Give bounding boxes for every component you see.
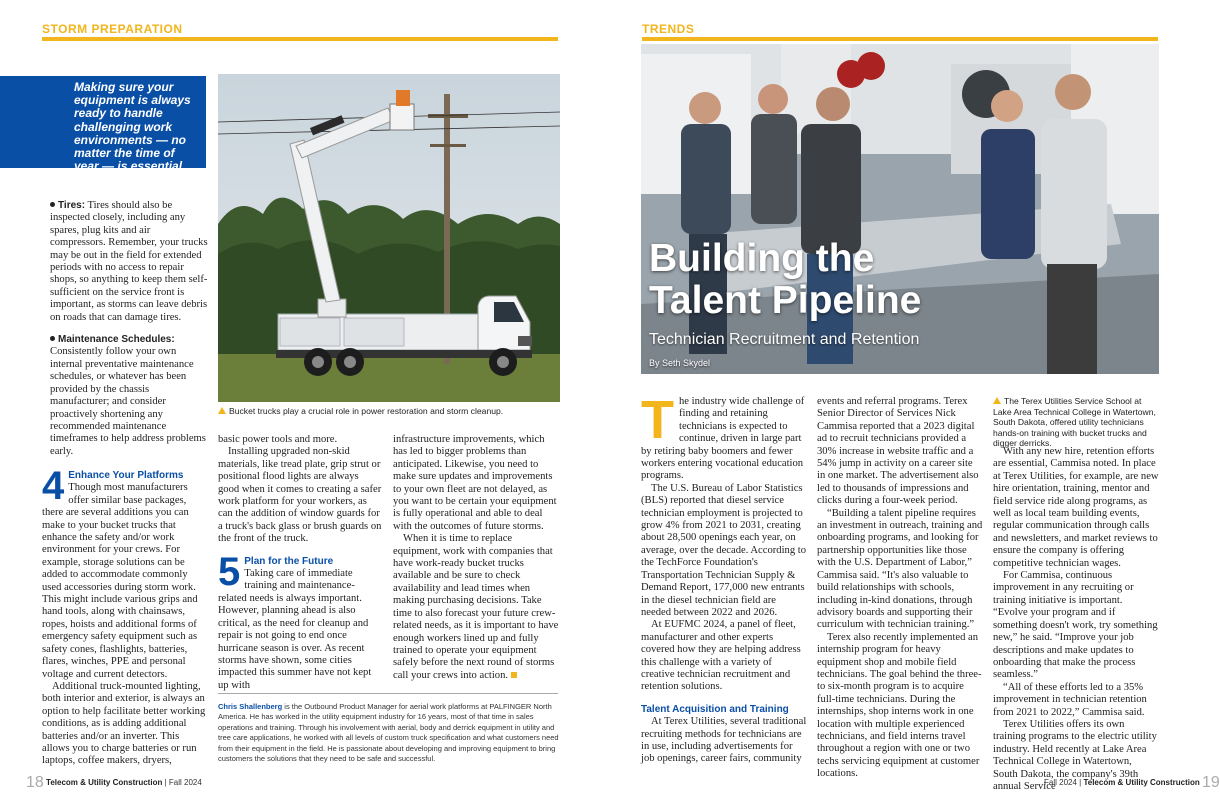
page-number-left: 18 [26, 774, 44, 791]
headline: Building the Talent Pipeline [649, 237, 922, 322]
byline: By Seth Skydel [649, 358, 711, 368]
right-column-1 [641, 390, 807, 766]
intro-paragraph: he industry wide challenge of finding and retaining technicians is expected to continue, driven in large part by retiring baby boomers and fewer workers entering vocational education programs. [641, 396, 805, 482]
right-column-3 [993, 446, 1159, 793]
bullet-dot [50, 202, 55, 207]
section-number-4: 4 [42, 464, 65, 508]
pipeline-quote-paragraph: “Building a talent pipeline requires an investment in outreach, training and onboarding programs, and looking for partnership opportunities like those with the U.S. Department of Labor,” Cammisa said. “It's also valuable to build relationships with schools, including in-kind donations, through advisory boards and supporting their curriculum with technician training.” [817, 507, 983, 631]
caption-triangle-icon [218, 407, 226, 414]
issue-right: Fall 2024 [1044, 778, 1077, 787]
section4-paragraph-1: Though most manufacturers offer similar base packages, there are several additions you can make to your bucket trucks that enhance the safety and/or work environment for your crews. For example, storage solutions can be added to accommodate commonly used accessories during storm work. This might include various grips and hand tools, along with chainsaws, ropes, hoists and additional forms of emergency safety equipment such as safety cones, flashlights, batteries, flares, winches, PPE and personal voltage and current detectors. [42, 482, 198, 680]
magazine-name-right: Telecom & Utility Construction [1083, 778, 1200, 787]
section-rule-left [42, 37, 558, 41]
bio-divider [218, 693, 558, 694]
right-column-2 [817, 396, 983, 781]
section-number-5: 5 [218, 549, 241, 594]
section-label-storm: STORM PREPARATION [42, 22, 183, 36]
bullet-list [50, 200, 208, 468]
truck-photo-caption: Bucket trucks play a crucial role in power restoration and storm cleanup. [218, 406, 560, 417]
folio-left: 18 Telecom & Utility Construction | Fall 2024 [26, 774, 202, 791]
bullet-dot [50, 336, 55, 341]
subhead-talent-acquisition: Talent Acquisition and Training [641, 703, 789, 715]
eufmc-paragraph: At EUFMC 2024, a panel of fleet, manufacturer and other experts covered how they are helping address this challenge with a variety of creative technician recruitment and retention solutions. [641, 619, 801, 693]
bullet-maintenance: Maintenance Schedules: Consistently follow your own internal preventative maintenance schedules, or whatever has been provided by the chassis manufacturer; and consider proactively shortening any recommended maintenance timeframes to help address problems early. [50, 334, 206, 457]
author-bio: Chris Shallenberg is the Outbound Product Manager for aerial work platforms at PALFINGER North America. He has worked in the utility equipment industry for 16 years, most of that time in sales operations and training. Through his involvement with aerial, body and derrick equipment in utility and tree care applications, he worked with all levels of custom truck specification and what customers need from their equipment in the field. He is passionate about developing and improving equipment to bring customers the solutions that they need to be safe and successful. [218, 702, 559, 764]
bls-paragraph: The U.S. Bureau of Labor Statistics (BLS) reported that diesel service technician employment is projected to grow 4% from 2021 to 2031, creating about 28,500 openings each year, on average, over the decade. According to the TechForce Foundation's Transportation Technician Supply & Demand Report, 177,000 new entrants in the diesel technician field are needed between 2022 and 2026. [641, 482, 807, 618]
left-column-3 [393, 434, 559, 682]
improvement-paragraph: For Cammisa, continuous improvement in any recruiting or training initiative is important. “Evolve your program and if something doesn't work, try something new,” he said. “Improve your job descriptions and make updates to onboarding that make the process seamless.” [993, 570, 1158, 681]
page-number-right: 19 [1202, 774, 1220, 791]
col3-paragraph-1: infrastructure improvements, which has led to bigger problems than anticipated. Likewise, you need to make sure updates and improvements to your own fleet are not delayed, as you want to be certain your equipment is fully operational and able to deal with the outcomes of future storms. [393, 434, 557, 532]
technicians-photo [641, 44, 1159, 374]
retention-paragraph: With any new hire, retention efforts are essential, Cammisa noted. In place at Terex Utilities, for example, are new hire orientation, training, mentor and field service ride along programs, as well as local team building events, regular communication through calls and newsletters, and market reviews to ensure the company is offering competitive technician wages. [993, 446, 1159, 569]
pullquote: Making sure your equipment is always ready to handle challenging work environments — no matter the time of year — is essential. [0, 76, 206, 168]
dek-subtitle: Technician Recruitment and Retention [649, 331, 920, 348]
bullet-tires: Tires: Tires should also be inspected closely, including any spares, plug kits and air compressors. Remember, your trucks may be out in the field for extended periods with no access to repair shops, so anything to keep them self-sufficient on the service front is important, as storms can leave debris on roads that can damage tires. [50, 200, 208, 323]
results-paragraph: “All of these efforts led to a 35% improvement in technician retention from 2021 to 2022,” Cammisa said. [993, 681, 1147, 718]
magazine-name-left: Telecom & Utility Construction [46, 778, 163, 787]
terex-recruiting-paragraph: At Terex Utilities, several traditional recruiting methods for technicians are in use, including advertisements for job openings, career fairs, community [641, 716, 807, 765]
caption-triangle-icon [993, 397, 1001, 404]
subhead-enhance-platforms: Enhance Your Platforms [68, 470, 184, 481]
left-column-1 [42, 464, 208, 768]
section5-paragraph-1: Taking care of immediate training and maintenance-related needs is always important. However, planning ahead is also critical, as the need for cleanup and repair is not going to end once hurricane season is over. As recent storms have shown, some cities impacted this summer have not kept up with [218, 568, 372, 691]
internship-paragraph: Terex also recently implemented an internship program for heavy equipment shop and mobile field technicians. The goal behind the three- to six-month program is to acquire full-time technicians. During the internships, shop interns work in one location with multiple experienced technicians, and field interns travel throughout a region with one or two techs servicing equipment at customer locations. [817, 631, 982, 780]
issue-left: Fall 2024 [168, 778, 202, 787]
subhead-plan-future: Plan for the Future [244, 555, 334, 567]
terex-photo-caption: The Terex Utilities Service School at Lake Area Technical College in Watertown, South Dakota, offered utility technicians hands-on training with bucket trucks and digger derricks. [993, 396, 1156, 449]
dropcap: T [641, 390, 674, 450]
col2-paragraph-2: Installing upgraded non-skid materials, like tread plate, grip strut or positional flood lights are always good when it comes to creating a safer work platform for your workers, as can the addition of window guards for a truck's back glass or brush guards on the front of the truck. [218, 446, 382, 545]
section-label-trends: TRENDS [642, 22, 695, 36]
col2-paragraph-1: basic power tools and more. [218, 434, 338, 445]
end-mark-icon [511, 672, 517, 678]
col3-paragraph-2: When it is time to replace equipment, work with companies that have work-ready bucket trucks available and be sure to check availability and lead times when making purchasing decisions. Take time to also forecast your future crew-related needs, as it is important to have enough workers lined up and fully trained to operate your equipment safely before the next round of storms call your crews into action. [393, 533, 559, 681]
section-rule-right [642, 37, 1158, 41]
events-paragraph: events and referral programs. Terex Senior Director of Services Nick Cammisa reported that a 2023 digital ad to recruit technicians provided a 30% increase in website traffic and a 54% jump in activity on a career site in one market. The advertisement also led to thousands of impressions and clicks during a four-week period. [817, 396, 979, 507]
section4-paragraph-2: Additional truck-mounted lighting, both interior and exterior, is always an option to help facilitate better working conditions, as is adding additional batteries and/or an inverter. This allows you to charge batteries or run laptops, coffee makers, dryers, [42, 680, 206, 767]
left-column-2 [218, 434, 382, 692]
folio-right: Fall 2024 | Telecom & Utility Construction 19 [1044, 774, 1220, 791]
training-programs-paragraph: Terex Utilities offers its own training programs to the electric utility industry. Held recently at Lake Area Technical College in Watertown, South Dakota, the company's 39th annual Service [993, 718, 1157, 792]
bucket-truck-photo [218, 74, 560, 402]
